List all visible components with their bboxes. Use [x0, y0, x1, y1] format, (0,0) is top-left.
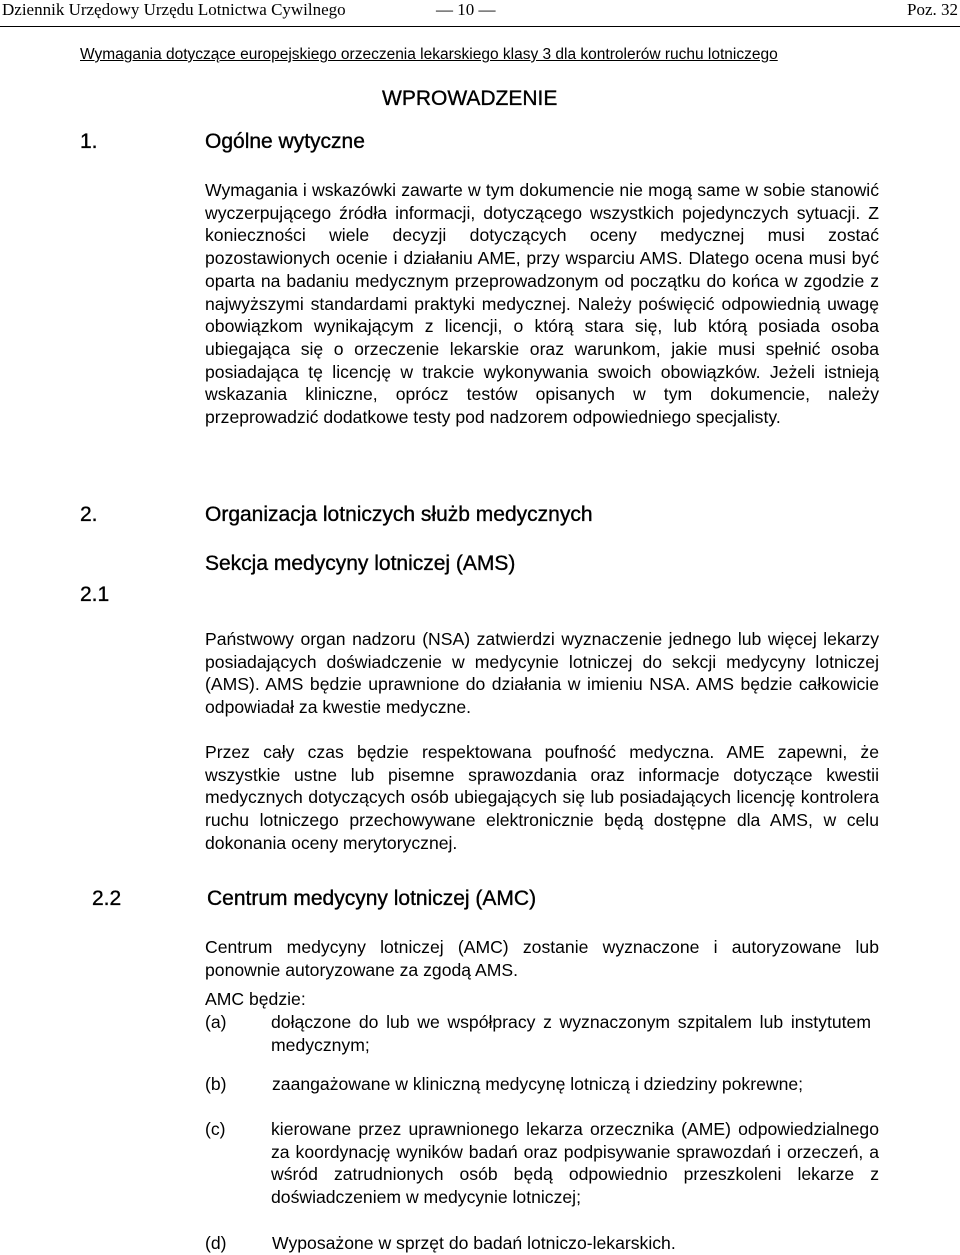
section-2-2-number: 2.2 — [92, 887, 122, 910]
list-item-label: (b) — [205, 1074, 227, 1094]
list-item-label: (a) — [205, 1012, 227, 1032]
section-2-1-paragraph-2: Przez cały czas będzie respektowana poufność medyczna. AME zapewni, że wszystkie ustne lub pisemne sprawozdania oraz informacje dotyczące kwestii medycznych dotyczących osób ubiegających się lub posiadających licencję kontrolera ruchu lotniczego przechowywane elektronicznie będą dostępne dla AMS, w celu dokonania oceny merytorycznej. — [205, 742, 879, 853]
list-item-text: kierowane przez uprawnionego lekarza orzecznika (AME) odpowiedzialnego za koordynację wyników badań oraz podpisywanie sprawozdań i orzeczeń, a wśród zatrudnionych osób będą odpowiednio przeszkoleni lekarze z doświadczeniem w medycynie lotniczej; — [271, 1119, 879, 1208]
section-1-paragraph: Wymagania i wskazówki zawarte w tym dokumencie nie mogą same w sobie stanowić wyczerpującego źródła informacji, dotyczącego wszystkich pojedynczych sytuacji. Z konieczności wiele decyzji dotyczących oceny medycznej musi zostać pozostawionych ocenie i działaniu AME, przy wsparciu AMS. Dlatego ocena musi być oparta na badaniu medycznym przeprowadzonym od początku do końca w zgodzie z najwyższymi standardami praktyki medycznej. Należy poświęcić odpowiednią uwagę obowiązkom wynikającym z licencji, o którą stara się, lub którą posiada osoba ubiegająca się o orzeczenie lekarskie oraz warunkom, jakie musi spełnić osoba posiadająca tę licencję w trakcie wykonywania swoich obowiązków. Jeżeli istnieją wskazania kliniczne, oprócz testów opisanych w tym dokumencie, należy przeprowadzić dodatkowe testy pod nadzorem odpowiedniego specjalisty. — [205, 180, 879, 428]
list-item-label: (c) — [205, 1119, 226, 1139]
intro-heading: WPROWADZENIE — [382, 87, 558, 110]
section-2-1-title: Sekcja medycyny lotniczej (AMS) — [205, 552, 516, 575]
list-item-text: Wyposażone w sprzęt do badań lotniczo-lekarskich. — [272, 1233, 676, 1253]
section-2-2-paragraph: Centrum medycyny lotniczej (AMC) zostanie wyznaczone i autoryzowane lub ponownie autoryzowane za zgodą AMS. — [205, 937, 879, 980]
section-1-title: Ogólne wytyczne — [205, 130, 365, 153]
section-2-number: 2. — [80, 503, 98, 526]
journal-title: Dziennik Urzędowy Urzędu Lotnictwa Cywilnego — [2, 0, 346, 19]
section-2-title: Organizacja lotniczych służb medycznych — [205, 503, 593, 526]
header-rule — [0, 26, 960, 27]
list-intro: AMC będzie: — [205, 989, 306, 1009]
page-number: — 10 — — [436, 0, 496, 19]
position-number: Poz. 32 — [907, 0, 958, 19]
section-2-1-paragraph-1: Państwowy organ nadzoru (NSA) zatwierdzi wyznaczenie jednego lub więcej lekarzy posiadających doświadczenie w medycynie lotniczej do sekcji medycyny lotniczej (AMS). AMS będzie uprawnione do działania w imieniu NSA. AMS będzie całkowicie odpowiadał za kwestie medyczne. — [205, 629, 879, 718]
section-1-number: 1. — [80, 130, 98, 153]
list-item-label: (d) — [205, 1233, 227, 1253]
document-subtitle: Wymagania dotyczące europejskiego orzeczenia lekarskiego klasy 3 dla kontrolerów ruchu lotniczego — [80, 46, 778, 63]
list-item-text: dołączone do lub we współpracy z wyznaczonym szpitalem lub instytutem medycznym; — [271, 1012, 871, 1055]
list-item-text: zaangażowane w kliniczną medycynę lotniczą i dziedziny pokrewne; — [272, 1074, 804, 1094]
section-2-1-number: 2.1 — [80, 583, 110, 606]
section-2-2-title: Centrum medycyny lotniczej (AMC) — [207, 887, 537, 910]
